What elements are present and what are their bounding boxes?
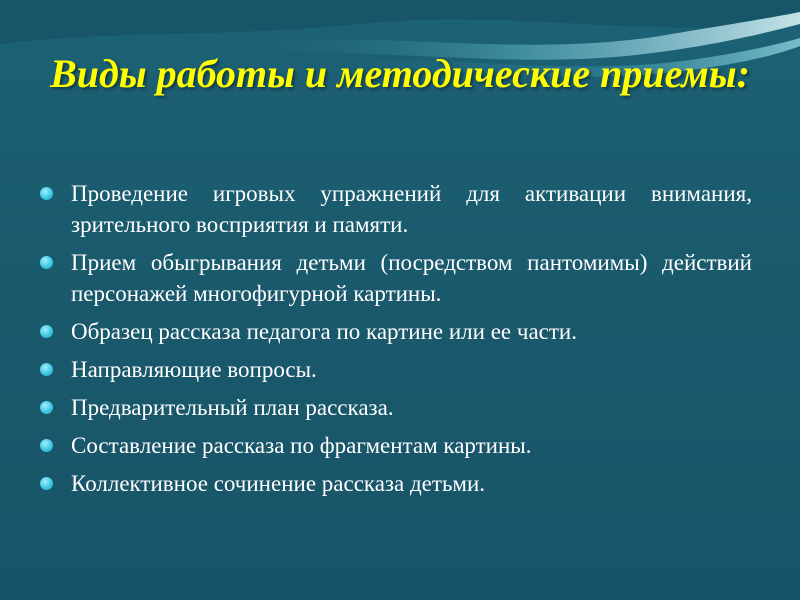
circle-bullet-icon [40, 477, 53, 490]
list-item-text: Коллективное сочинение рассказа детьми. [71, 471, 486, 496]
circle-bullet-icon [40, 439, 53, 452]
circle-bullet-icon [40, 363, 53, 376]
list-item-text: Образец рассказа педагога по картине или ее части. [71, 319, 577, 344]
circle-bullet-icon [40, 187, 53, 200]
bullet-list [40, 178, 752, 506]
list-item-text: Направляющие вопросы. [71, 357, 317, 382]
list-item-text: Предварительный план рассказа. [71, 395, 394, 420]
list-item-text: Проведение игровых упражнений для активации внимания, зрительного восприятия и памяти. [71, 181, 752, 237]
list-item [40, 178, 752, 240]
list-item-text: Составление рассказа по фрагментам картины. [71, 433, 532, 458]
list-item [40, 316, 752, 347]
circle-bullet-icon [40, 401, 53, 414]
list-item [40, 430, 752, 461]
list-item [40, 354, 752, 385]
list-item [40, 468, 752, 499]
list-item [40, 392, 752, 423]
circle-bullet-icon [40, 256, 53, 269]
slide-title: Виды работы и методические приемы: [50, 51, 750, 96]
list-item-text: Прием обыгрывания детьми (посредством пантомимы) действий персонажей многофигурной картины. [71, 250, 752, 306]
circle-bullet-icon [40, 325, 53, 338]
list-item [40, 247, 752, 309]
